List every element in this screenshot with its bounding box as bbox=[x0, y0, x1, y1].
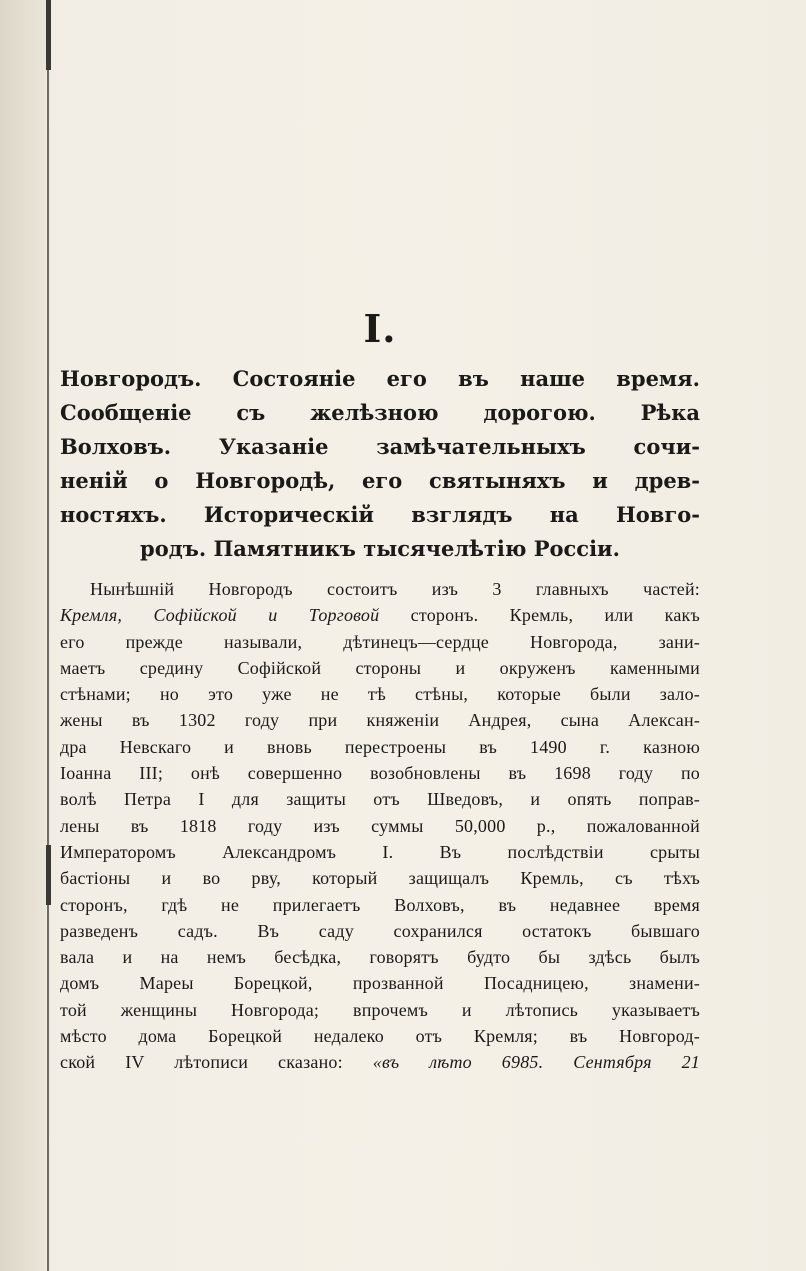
text-line: маетъ средину Софійской стороны и окруженъ каменными bbox=[60, 657, 700, 678]
text-line: Іоанна III; онѣ совершенно возобновлены въ 1698 году по bbox=[60, 763, 700, 784]
text-line: разведенъ садъ. Въ саду сохранился остатокъ бывшаго bbox=[60, 920, 700, 941]
text-line: сторонъ, гдѣ не прилегаетъ Волховъ, въ недавнее время bbox=[60, 894, 700, 915]
page-gutter-shadow bbox=[0, 0, 46, 1271]
heading-line: родъ. Памятникъ тысячелѣтію Россіи. bbox=[140, 536, 620, 561]
text-line: бастіоны и во рву, который защищалъ Кремль, съ тѣхъ bbox=[60, 868, 700, 889]
heading-line: Волховъ. Указаніе замѣчательныхъ сочи- bbox=[60, 434, 700, 459]
text-line: волѣ Петра I для защиты отъ Шведовъ, и опять поправ- bbox=[60, 789, 700, 810]
italic-place-names: Кремля, Софійской и Торговой bbox=[60, 605, 380, 626]
heading-line: неній о Новгородѣ, его святыняхъ и древ- bbox=[60, 468, 700, 493]
text-line: жены въ 1302 году при княженіи Андрея, сына Алексан- bbox=[60, 710, 700, 731]
chapter-heading bbox=[60, 362, 700, 566]
text-line: стѣнами; но это уже не тѣ стѣны, которые были зало- bbox=[60, 684, 700, 705]
text-line bbox=[60, 1049, 700, 1075]
text-line: мѣсто дома Борецкой недалеко отъ Кремля; въ Новгород- bbox=[60, 1026, 700, 1047]
page-gutter-line bbox=[47, 0, 49, 1271]
text-fragment: ской IV лѣтописи сказано: bbox=[60, 1052, 373, 1073]
text-line: Императоромъ Александромъ I. Въ послѣдствіи срыты bbox=[60, 841, 700, 862]
text-line: Нынѣшній Новгородъ состоитъ изъ 3 главныхъ частей: bbox=[90, 579, 700, 599]
text-line: лены въ 1818 году изъ суммы 50,000 р., пожалованной bbox=[60, 815, 700, 836]
chapter-number: I. bbox=[363, 306, 397, 351]
heading-line: Сообщеніе съ желѣзною дорогою. Рѣка bbox=[60, 400, 700, 425]
gutter-mark-middle bbox=[46, 845, 51, 905]
text-line bbox=[60, 602, 700, 628]
text-line: вала и на немъ бесѣдка, говорятъ будто бы здѣсь былъ bbox=[60, 947, 700, 968]
text-line: домъ Мареы Борецкой, прозванной Посадницею, знамени- bbox=[60, 973, 700, 994]
body-paragraph bbox=[60, 576, 700, 1076]
gutter-mark-top bbox=[46, 0, 51, 70]
text-line: дра Невскаго и вновь перестроены въ 1490 г. казною bbox=[60, 736, 700, 757]
heading-line: Новгородъ. Состояніе его въ наше время. bbox=[60, 366, 700, 391]
text-line: его прежде называли, дѣтинецъ—сердце Новгорода, зани- bbox=[60, 631, 700, 652]
text-line: той женщины Новгорода; впрочемъ и лѣтопись указываетъ bbox=[60, 999, 700, 1020]
heading-line: ностяхъ. Историческій взглядъ на Новго- bbox=[60, 502, 700, 527]
italic-quotation: «въ лѣто 6985. Сентября 21 bbox=[372, 1052, 700, 1073]
text-fragment: сторонъ. Кремль, или какъ bbox=[379, 605, 700, 626]
